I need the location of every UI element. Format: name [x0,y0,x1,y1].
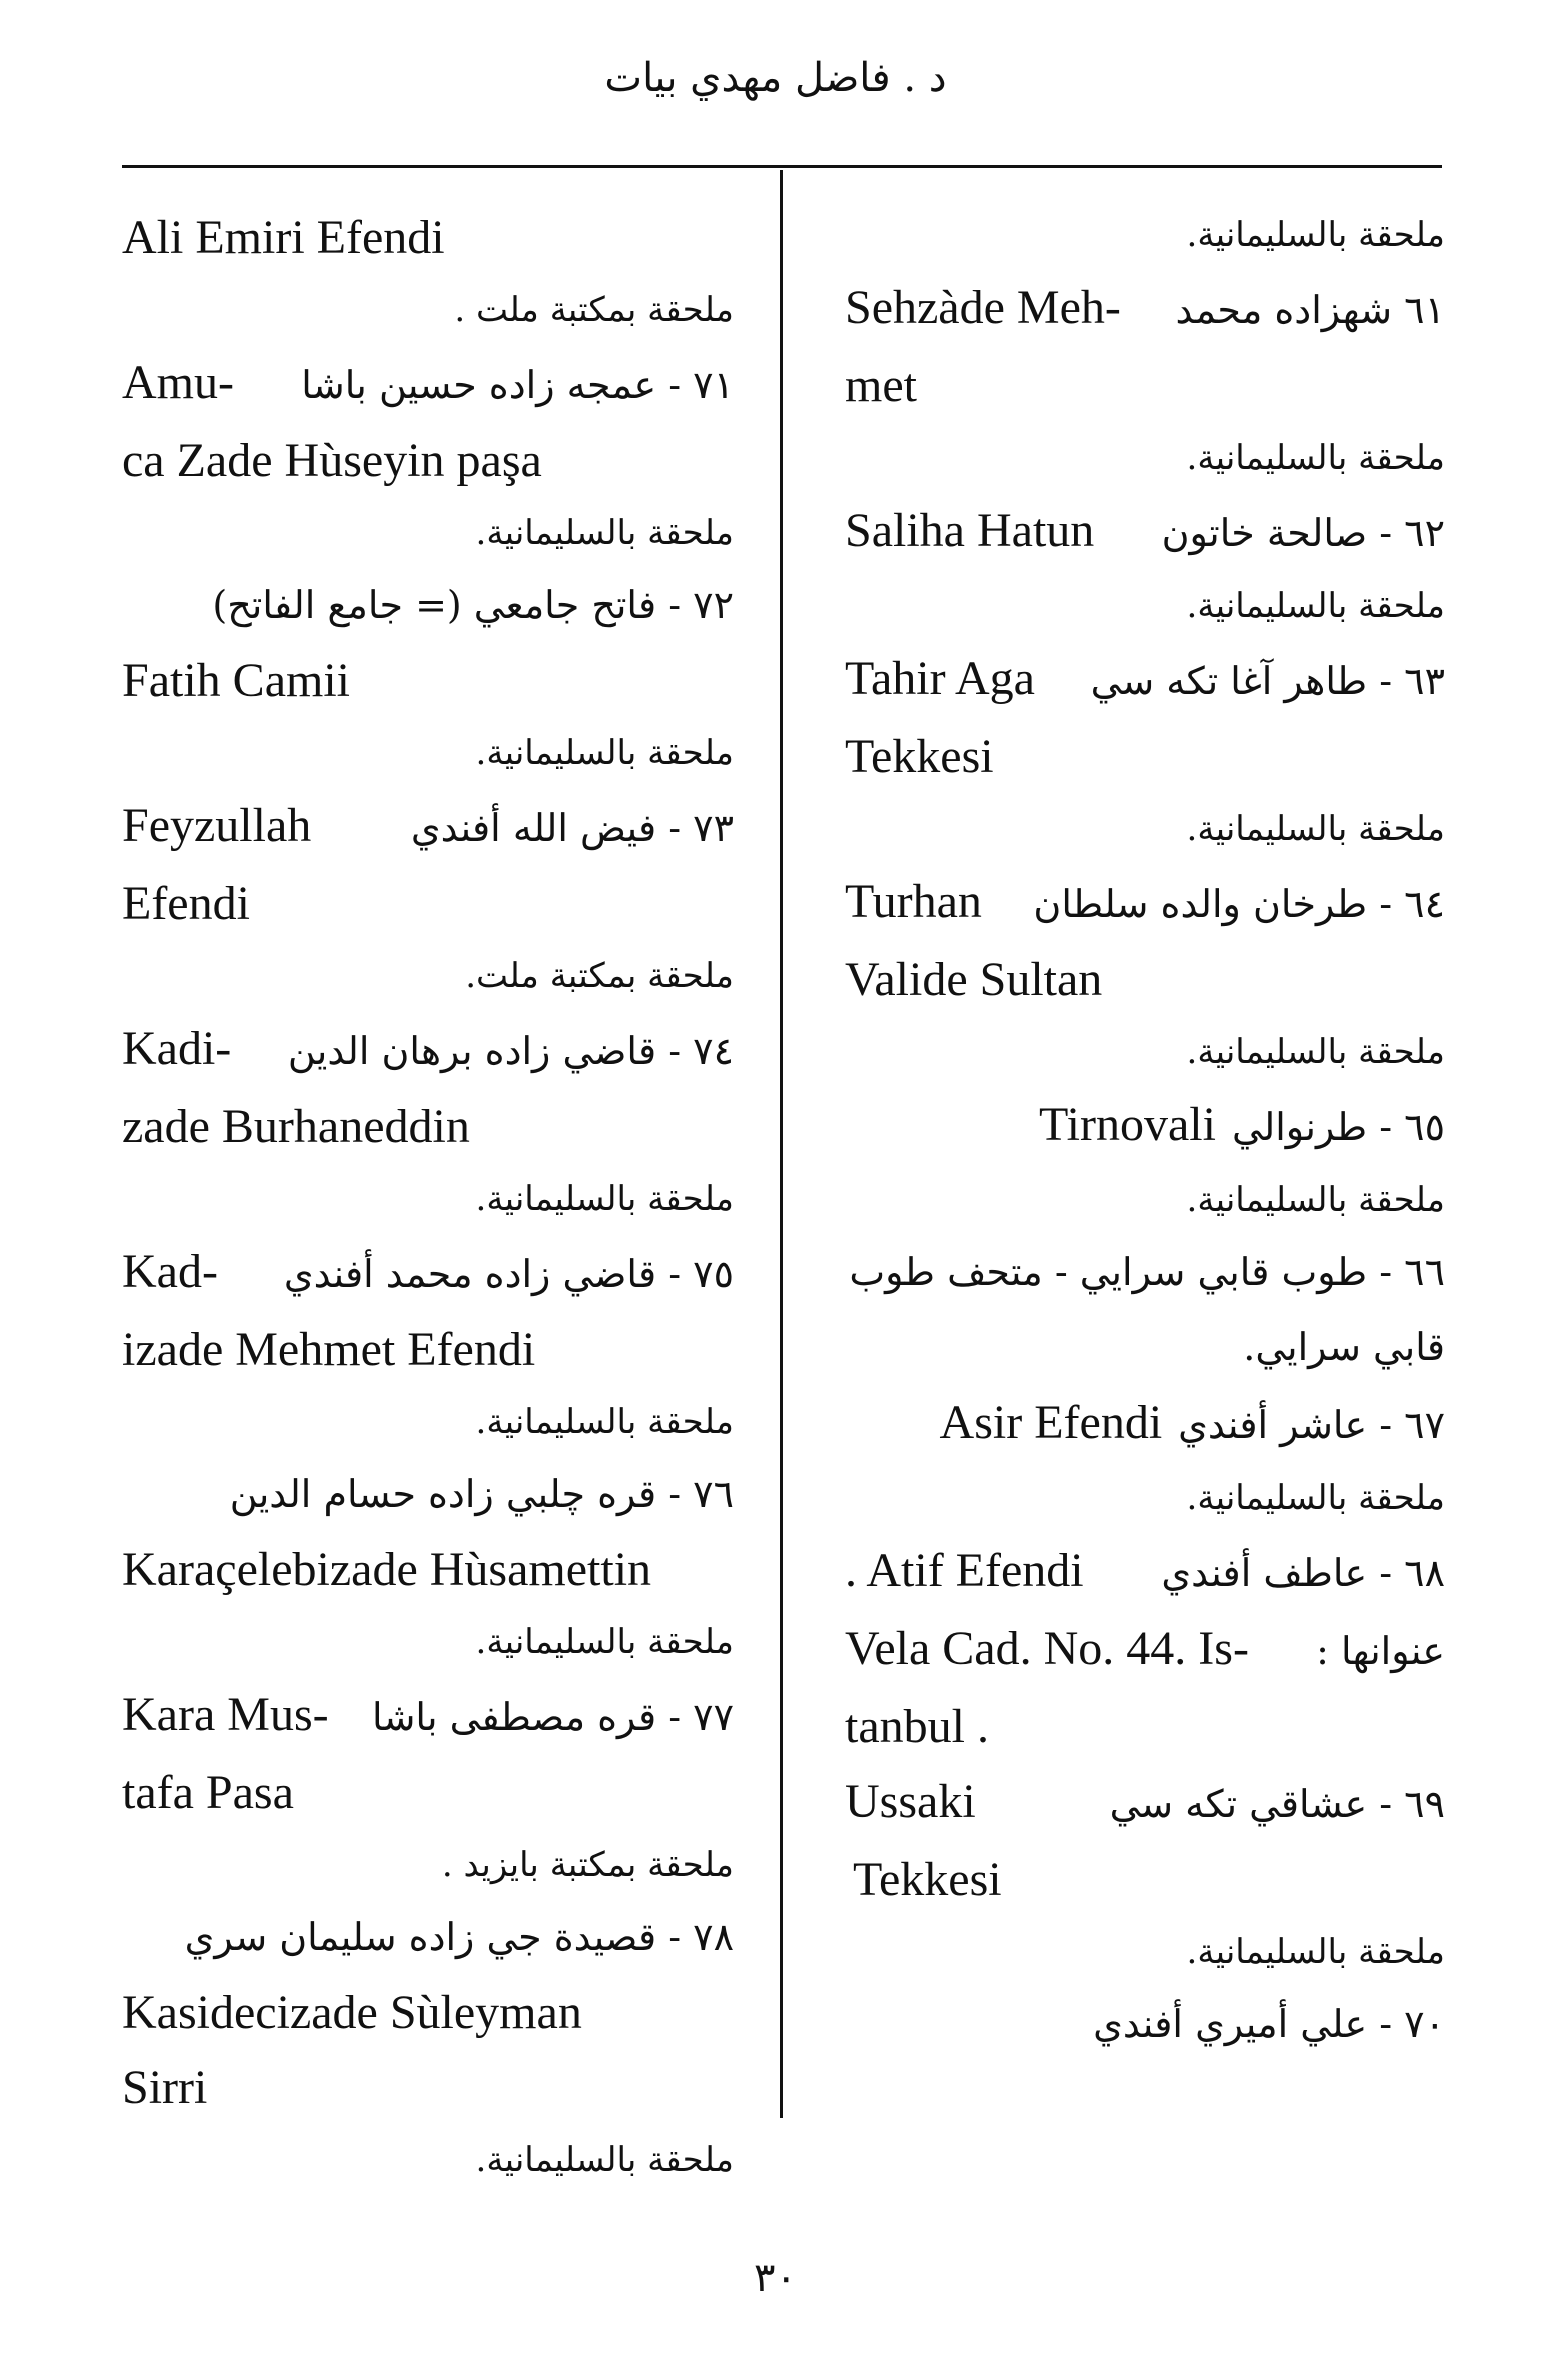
right-column [845,200,1445,2062]
entry-64-cont: Valide Sultan [845,953,1103,1006]
entry-73-cont: Efendi [122,877,250,930]
library-note: ملحقة بالسليمانية. [1186,1032,1445,1072]
entry-76-cont: Karaçelebizade Hùsamettin [122,1543,652,1596]
entry-line: Ali Emiri Efendi [122,211,445,264]
entry-63: Tahir Aga ٦٣ - طاهر آغا تكه سي [845,652,1445,705]
header-rule [122,165,1442,168]
library-note: ملحقة بالسليمانية. [1186,438,1445,478]
left-column [122,200,734,2195]
library-note: ملحقة بالسليمانية. [1186,1478,1445,1518]
running-header: د . فاضل مهدي بيات [604,55,947,101]
column-divider [780,170,783,2118]
entry-65: Tirnovali ٦٥ - طرنوالي [1039,1098,1445,1151]
library-note: ملحقة بالسليمانية. [475,2140,734,2180]
entry-71: Amu- ٧١ - عمجه زاده حسين باشا [122,356,734,409]
library-note: ملحقة بالسليمانية. [1186,1180,1445,1220]
entry-68-address-cont: tanbul . [845,1700,989,1753]
library-note: ملحقة بالسليمانية. [1186,809,1445,849]
library-note: ملحقة بالسليمانية. [1186,215,1445,255]
entry-73: Feyzullah ٧٣ - فيض الله أفندي [122,799,734,852]
entry-67: Asir Efendi ٦٧ - عاشر أفندي [939,1396,1445,1449]
entry-75-cont: izade Mehmet Efendi [122,1323,536,1376]
entry-62: Saliha Hatun ٦٢ - صالحة خاتون [845,504,1445,557]
entry-78-cont2: Sirri [122,2061,208,2114]
entry-75: Kad- ٧٥ - قاضي زاده محمد أفندي [122,1245,734,1298]
entry-68-address: Vela Cad. No. 44. Is- عنوانها : [845,1622,1445,1675]
entry-66-cont: قابي سرايي. [1243,1325,1445,1369]
entry-69-cont: Tekkesi [853,1853,1002,1906]
entry-78: ٧٨ - قصيدة جي زاده سليمان سري [184,1915,734,1959]
library-note: ملحقة بالسليمانية. [475,1179,734,1219]
entry-63-cont: Tekkesi [845,730,994,783]
entry-69: Ussaki ٦٩ - عشاقي تكه سي [845,1775,1445,1828]
entry-77: Kara Mus- ٧٧ - قره مصطفى باشا [122,1688,734,1741]
entry-64: Turhan ٦٤ - طرخان والده سلطان [845,875,1445,928]
library-note: ملحقة بالسليمانية. [475,1622,734,1662]
entry-74-cont: zade Burhaneddin [122,1100,470,1153]
entry-74: Kadi- ٧٤ - قاضي زاده برهان الدين [122,1022,734,1075]
page-number: ٣٠ [754,2255,797,2301]
library-note: ملحقة بمكتبة ملت . [454,290,734,330]
entry-76: ٧٦ - قره چلبي زاده حسام الدين [229,1472,734,1516]
entry-61-cont: met [845,359,917,412]
entry-66: ٦٦ - طوب قابي سرايي - متحف طوب [849,1250,1445,1294]
entry-77-cont: tafa Pasa [122,1766,294,1819]
entry-72: ٧٢ - فاتح جامعي (= جامع الفاتح) [212,583,734,627]
entry-61: Sehzàde Meh- ٦١ شهزاده محمد [845,281,1445,334]
entry-71-cont: ca Zade Hùseyin paşa [122,434,542,487]
library-note: ملحقة بمكتبة بايزيد . [441,1845,734,1885]
entry-68: . Atif Efendi ٦٨ - عاطف أفندي [845,1544,1445,1597]
library-note: ملحقة بالسليمانية. [475,733,734,773]
library-note: ملحقة بالسليمانية. [475,1402,734,1442]
entry-72-cont: Fatih Camii [122,654,350,707]
entry-70: ٧٠ - علي أميري أفندي [1093,2002,1445,2046]
library-note: ملحقة بالسليمانية. [475,513,734,553]
entry-78-cont: Kasidecizade Sùleyman [122,1986,582,2039]
library-note: ملحقة بالسليمانية. [1186,586,1445,626]
library-note: ملحقة بمكتبة ملت. [465,956,734,996]
library-note: ملحقة بالسليمانية. [1186,1932,1445,1972]
